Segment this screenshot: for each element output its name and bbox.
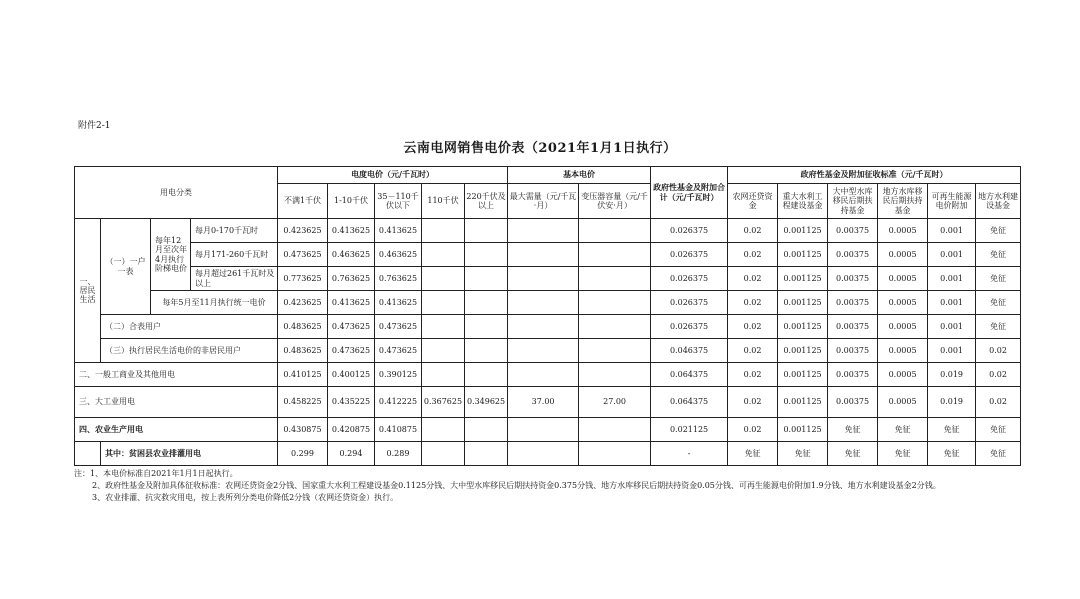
fund-cell: 0.0005 (878, 291, 928, 315)
fund-cell: 0.001 (928, 291, 976, 315)
fund-cell: 免征 (976, 267, 1021, 291)
fund-cell: 免征 (778, 442, 828, 466)
fund-cell: 0.001125 (778, 363, 828, 387)
fund-cell: 0.001 (928, 219, 976, 243)
transformer-cell (579, 243, 651, 267)
header-fund: 可再生能源电价附加 (928, 184, 976, 219)
max-demand-cell (508, 243, 579, 267)
table-row (75, 219, 1021, 243)
price-cell: 0.423625 (278, 291, 328, 315)
row-label: 三、大工业用电 (75, 387, 278, 418)
fund-cell: 0.0005 (878, 339, 928, 363)
row-label: 其中：贫困县农业排灌用电 (101, 442, 278, 466)
tariff-table (74, 166, 1021, 466)
fund-cell: 0.02 (976, 387, 1021, 418)
fund-cell: 免征 (976, 243, 1021, 267)
note-line: 注：1、本电价标准自2021年1月1日起执行。 (74, 469, 238, 478)
header-fund: 重大水利工程建设基金 (778, 184, 828, 219)
fund-total-cell: 0.064375 (651, 387, 728, 418)
price-cell (465, 291, 508, 315)
fund-total-cell: 0.026375 (651, 243, 728, 267)
fund-cell: 0.02 (728, 219, 778, 243)
price-cell (465, 442, 508, 466)
transformer-cell (579, 267, 651, 291)
table-row (75, 387, 1021, 418)
header-transformer-capacity: 变压器容量（元/千伏安·月） (579, 184, 651, 219)
notes (74, 468, 1064, 504)
indent-cell (75, 442, 101, 466)
price-cell: 0.773625 (278, 267, 328, 291)
fund-cell: 0.001125 (778, 267, 828, 291)
price-cell (422, 243, 465, 267)
fund-cell: 0.02 (728, 339, 778, 363)
fund-total-cell: 0.026375 (651, 291, 728, 315)
price-cell: 0.400125 (328, 363, 375, 387)
transformer-cell (579, 219, 651, 243)
fund-cell: 0.00375 (828, 267, 878, 291)
group-residential: 一、居民生活 (75, 219, 101, 363)
note-line: 3、农业排灌、抗灾救灾用电，按上表所列分类电价降低2分钱（农网还贷资金）执行。 (92, 493, 399, 502)
fund-cell: 0.0005 (878, 315, 928, 339)
fund-cell: 0.001125 (778, 339, 828, 363)
price-cell: 0.413625 (375, 291, 422, 315)
price-cell: 0.458225 (278, 387, 328, 418)
price-cell: 0.413625 (375, 219, 422, 243)
transformer-cell (579, 315, 651, 339)
transformer-cell (579, 418, 651, 442)
fund-cell: 0.00375 (828, 363, 878, 387)
fund-cell: 0.02 (728, 267, 778, 291)
price-cell: 0.349625 (465, 387, 508, 418)
fund-cell: 免征 (976, 219, 1021, 243)
fund-cell: 0.02 (728, 243, 778, 267)
fund-cell: 0.001125 (778, 387, 828, 418)
row-label: 每月171-260千瓦时 (191, 243, 278, 267)
fund-cell: 免征 (728, 442, 778, 466)
fund-total-cell: 0.046375 (651, 339, 728, 363)
row-label: 每年5月至11月执行统一电价 (151, 291, 278, 315)
fund-total-cell: 0.026375 (651, 267, 728, 291)
price-cell (465, 219, 508, 243)
price-cell (422, 315, 465, 339)
fund-total-cell: 0.026375 (651, 315, 728, 339)
note-line: 2、政府性基金及附加具体征收标准：农网还贷资金2分钱、国家重大水利工程建设基金0.1125分钱、大中型水库移民后期扶持资金0.375分钱、地方水库移民后期扶持资金0.05分钱、可再生能源电价附加1.9分钱、地方水利建设基金2分钱。 (92, 481, 941, 490)
price-cell (465, 243, 508, 267)
table-row (75, 339, 1021, 363)
price-cell: 0.483625 (278, 339, 328, 363)
header-fund: 大中型水库移民后期扶持基金 (828, 184, 878, 219)
max-demand-cell (508, 291, 579, 315)
header-fund-standard: 政府性基金及附加征收标准（元/千瓦时） (728, 167, 1021, 184)
fund-total-cell: 0.064375 (651, 363, 728, 387)
fund-total-cell: - (651, 442, 728, 466)
transformer-cell (579, 291, 651, 315)
fund-total-cell: 0.026375 (651, 219, 728, 243)
header-max-demand: 最大需量（元/千瓦·月） (508, 184, 579, 219)
row-label: （二）合表用户 (101, 315, 278, 339)
fund-cell: 0.00375 (828, 339, 878, 363)
row-label: 每月0-170千瓦时 (191, 219, 278, 243)
price-cell: 0.763625 (375, 267, 422, 291)
price-cell: 0.763625 (328, 267, 375, 291)
header-voltage: 不满1千伏 (278, 184, 328, 219)
fund-cell: 免征 (928, 418, 976, 442)
fund-cell: 免征 (878, 418, 928, 442)
header-energy-price: 电度电价（元/千瓦时） (278, 167, 508, 184)
transformer-cell (579, 339, 651, 363)
price-cell (465, 339, 508, 363)
fund-cell: 免征 (976, 442, 1021, 466)
fund-cell: 免征 (878, 442, 928, 466)
price-cell: 0.294 (328, 442, 375, 466)
header-voltage: 110千伏 (422, 184, 465, 219)
price-cell: 0.412225 (375, 387, 422, 418)
price-cell: 0.435225 (328, 387, 375, 418)
price-cell: 0.367625 (422, 387, 465, 418)
max-demand-cell (508, 267, 579, 291)
max-demand-cell: 37.00 (508, 387, 579, 418)
fund-cell: 0.001125 (778, 243, 828, 267)
max-demand-cell (508, 339, 579, 363)
fund-cell: 0.001125 (778, 418, 828, 442)
price-cell: 0.299 (278, 442, 328, 466)
fund-cell: 0.00375 (828, 243, 878, 267)
fund-cell: 0.001 (928, 243, 976, 267)
header-voltage: 220千伏及以上 (465, 184, 508, 219)
fund-cell: 0.001 (928, 315, 976, 339)
page-title: 云南电网销售电价表（2021年1月1日执行） (403, 141, 677, 156)
fund-cell: 0.019 (928, 387, 976, 418)
price-cell (422, 418, 465, 442)
max-demand-cell (508, 418, 579, 442)
price-cell: 0.289 (375, 442, 422, 466)
fund-cell: 0.00375 (828, 315, 878, 339)
price-cell (465, 315, 508, 339)
table-row (75, 418, 1021, 442)
row-label: 四、农业生产用电 (75, 418, 278, 442)
max-demand-cell (508, 363, 579, 387)
fund-cell: 0.0005 (878, 243, 928, 267)
row-label: 每月超过261千瓦时及以上 (191, 267, 278, 291)
row-label: 二、一般工商业及其他用电 (75, 363, 278, 387)
fund-cell: 免征 (828, 418, 878, 442)
price-cell: 0.423625 (278, 219, 328, 243)
fund-cell: 0.02 (976, 339, 1021, 363)
price-cell (465, 418, 508, 442)
price-cell (422, 267, 465, 291)
price-cell: 0.473625 (375, 315, 422, 339)
group-tier-period: 每年12月至次年4月执行阶梯电价 (151, 219, 191, 291)
table-row (75, 267, 1021, 291)
price-cell (422, 442, 465, 466)
table-row (75, 291, 1021, 315)
price-cell: 0.413625 (328, 291, 375, 315)
fund-cell: 0.001125 (778, 291, 828, 315)
header-voltage: 35－110千伏以下 (375, 184, 422, 219)
table-row (75, 363, 1021, 387)
table-row (75, 315, 1021, 339)
price-cell: 0.390125 (375, 363, 422, 387)
price-cell (422, 363, 465, 387)
price-cell: 0.463625 (375, 243, 422, 267)
header-fund: 地方水库移民后期扶持基金 (878, 184, 928, 219)
header-basic-price: 基本电价 (508, 167, 651, 184)
fund-cell: 0.0005 (878, 267, 928, 291)
fund-cell: 0.0005 (878, 219, 928, 243)
transformer-cell (579, 442, 651, 466)
fund-cell: 0.02 (728, 418, 778, 442)
price-cell: 0.420875 (328, 418, 375, 442)
fund-cell: 0.02 (728, 363, 778, 387)
fund-cell: 免征 (976, 315, 1021, 339)
price-cell: 0.473625 (328, 315, 375, 339)
price-cell (422, 291, 465, 315)
transformer-cell (579, 363, 651, 387)
price-cell: 0.410875 (375, 418, 422, 442)
fund-cell: 0.001 (928, 267, 976, 291)
fund-cell: 0.02 (728, 387, 778, 418)
price-cell: 0.413625 (328, 219, 375, 243)
price-cell (422, 219, 465, 243)
fund-cell: 0.0005 (878, 363, 928, 387)
max-demand-cell (508, 219, 579, 243)
price-cell: 0.473625 (278, 243, 328, 267)
fund-cell: 0.00375 (828, 387, 878, 418)
price-cell: 0.463625 (328, 243, 375, 267)
price-cell: 0.430875 (278, 418, 328, 442)
table-row (75, 243, 1021, 267)
fund-cell: 免征 (928, 442, 976, 466)
attachment-label: 附件2-1 (78, 121, 111, 131)
price-cell (465, 267, 508, 291)
fund-cell: 0.00375 (828, 219, 878, 243)
price-cell: 0.473625 (328, 339, 375, 363)
header-category: 用电分类 (75, 167, 278, 219)
price-cell: 0.473625 (375, 339, 422, 363)
fund-cell: 免征 (828, 442, 878, 466)
fund-cell: 0.00375 (828, 291, 878, 315)
max-demand-cell (508, 442, 579, 466)
header-fund: 农网还贷资金 (728, 184, 778, 219)
transformer-cell: 27.00 (579, 387, 651, 418)
fund-cell: 0.001 (928, 339, 976, 363)
group-household: （一）一户一表 (101, 219, 151, 315)
header-voltage: 1-10千伏 (328, 184, 375, 219)
fund-cell: 0.001125 (778, 315, 828, 339)
fund-total-cell: 0.021125 (651, 418, 728, 442)
fund-cell: 免征 (976, 418, 1021, 442)
fund-cell: 0.001125 (778, 219, 828, 243)
price-cell (465, 363, 508, 387)
fund-cell: 免征 (976, 291, 1021, 315)
row-label: （三）执行居民生活电价的非居民用户 (101, 339, 278, 363)
fund-cell: 0.02 (728, 315, 778, 339)
price-cell (422, 339, 465, 363)
fund-cell: 0.019 (928, 363, 976, 387)
table-row (75, 442, 1021, 466)
header-fund: 地方水利建设基金 (976, 184, 1021, 219)
fund-cell: 0.02 (728, 291, 778, 315)
max-demand-cell (508, 315, 579, 339)
price-cell: 0.410125 (278, 363, 328, 387)
header-fund-total: 政府性基金及附加合计（元/千瓦时） (651, 167, 728, 219)
fund-cell: 0.02 (976, 363, 1021, 387)
price-cell: 0.483625 (278, 315, 328, 339)
fund-cell: 0.0005 (878, 387, 928, 418)
